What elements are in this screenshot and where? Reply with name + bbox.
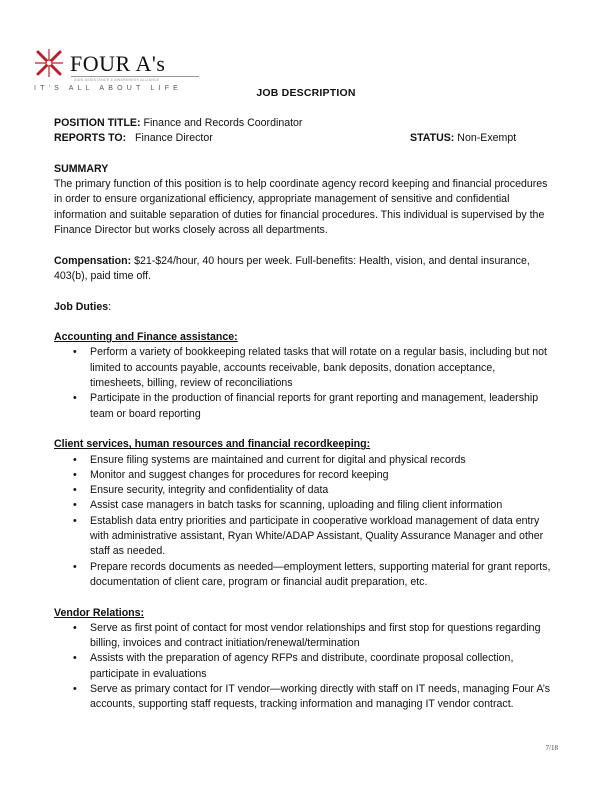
- section-heading: Vendor Relations:: [54, 606, 145, 619]
- reports-to-label: REPORTS TO:: [54, 132, 127, 145]
- section-heading: Client services, human resources and financial recordkeeping:: [54, 438, 371, 451]
- status-field: [410, 131, 516, 146]
- list-item: • Assists with the preparation of agency RFPs and distribute, coordinate proposal collection, participate in evaluations: [73, 652, 514, 680]
- compensation-paragraph: [54, 254, 552, 285]
- list-item: • Perform a variety of bookkeeping related tasks that will rotate on a regular basis, including but not limited to accounts payable, accounts receivable, bank deposits, donation acceptance, timesheets, billing, review of reconciliations: [73, 346, 547, 390]
- compensation-label: Compensation:: [54, 254, 132, 267]
- status-label: STATUS:: [410, 132, 455, 145]
- page-number: 7/18: [545, 744, 558, 752]
- bullet-icon: •: [73, 682, 77, 695]
- logo-tagline: IT'S ALL ABOUT LIFE: [34, 85, 183, 92]
- document-title: JOB DESCRIPTION: [256, 87, 356, 99]
- list-item: • Serve as primary contact for IT vendor—working directly with staff on IT needs, managing Four A’s accounts, supporting staff requests, tracking information and managing IT vendor contract.: [73, 682, 551, 711]
- section-heading: Accounting and Finance assistance:: [54, 331, 238, 344]
- reports-to-value: Finance Director: [135, 132, 213, 145]
- position-title-line: [54, 116, 552, 131]
- bullet-icon: •: [73, 621, 77, 634]
- list-item: • Ensure security, integrity and confidentiality of data: [54, 483, 552, 498]
- position-title-label: POSITION TITLE:: [54, 117, 141, 129]
- summary-text: The primary function of this position is to help coordinate agency record keeping and financial procedures in order to ensure organizational efficiency, appropriate management of sensitive and confidential information and suitable separation of duties for financial procedures. This individual is supervised by the Finance Director but works closely across all departments.: [54, 178, 548, 237]
- logo-subtext: AIDS ASSISTANCE & AWARENESS ALLIANCE: [74, 78, 160, 82]
- duty-list: [54, 453, 552, 591]
- reports-to-line: [54, 131, 552, 146]
- list-item: • Ensure filing systems are maintained and current for digital and physical records: [54, 453, 552, 468]
- list-item: • Prepare records documents as needed—employment letters, supporting material for grant reports, documentation of client care, program or financial audit preparation, etc.: [73, 560, 551, 588]
- star-burst-logo-icon: [34, 48, 64, 78]
- section-client-services: [54, 437, 552, 590]
- bullet-icon: •: [73, 499, 77, 512]
- position-title-value: Finance and Records Coordinator: [143, 117, 303, 129]
- bullet-icon: •: [73, 346, 77, 359]
- duty-list: [54, 345, 552, 421]
- compensation-text: $21-$24/hour, 40 hours per week. Full-benefits: Health, vision, and dental insurance, 403(b), paid time off.: [54, 254, 530, 282]
- list-item: • Monitor and suggest changes for procedures for record keeping: [54, 468, 552, 483]
- section-vendor-relations: [54, 606, 552, 713]
- list-item: • Participate in the production of financial reports for grant reporting and management, leadership team or board reporting: [73, 392, 539, 420]
- list-item: • Establish data entry priorities and participate in cooperative workload management of data entry with administrative assistant, Ryan White/ADAP Assistant, Quality Assurance Manager and other staff as needed.: [73, 514, 544, 558]
- bullet-icon: •: [73, 468, 77, 481]
- bullet-icon: •: [73, 560, 77, 573]
- document-body: [54, 116, 552, 713]
- logo-wordmark: FOUR A's: [70, 51, 166, 76]
- list-item: • Assist case managers in batch tasks for scanning, uploading and filing client information: [54, 498, 552, 513]
- status-value: Non-Exempt: [457, 132, 517, 145]
- bullet-icon: •: [73, 652, 77, 665]
- bullet-icon: •: [73, 392, 77, 405]
- bullet-icon: •: [73, 514, 77, 527]
- summary-heading: SUMMARY: [54, 162, 109, 175]
- logo-divider: [71, 76, 199, 77]
- duty-list: [54, 621, 552, 713]
- list-item: • Serve as first point of contact for most vendor relationships and first stop for questions regarding billing, invoices and contract initiation/renewal/termination: [73, 621, 541, 650]
- job-duties-heading: Job Duties:: [54, 300, 112, 313]
- bullet-icon: •: [73, 453, 77, 466]
- section-accounting: [54, 330, 552, 422]
- bullet-icon: •: [73, 484, 77, 497]
